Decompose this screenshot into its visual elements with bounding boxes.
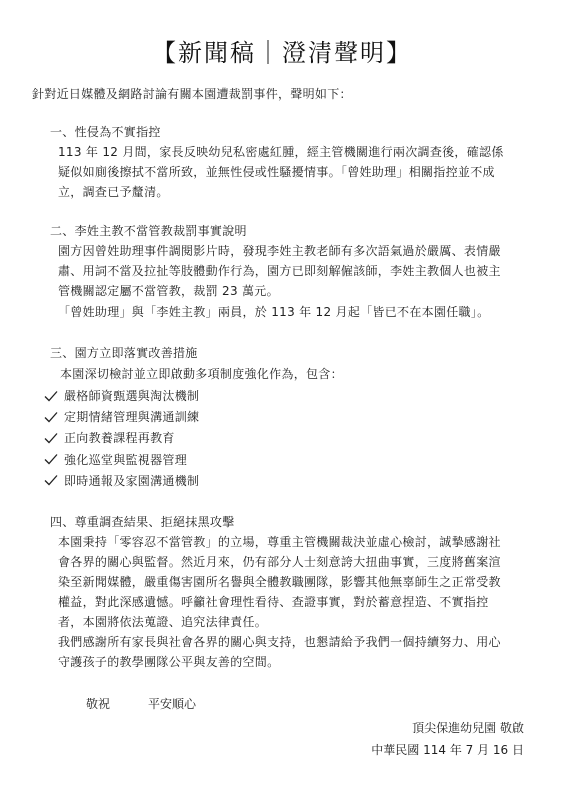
check-icon (44, 432, 64, 444)
checklist-item (44, 427, 199, 448)
section2-line-4: 「曾姓助理」與「李姓主教」兩員，於 113 年 12 月起「皆已不在本園任職」。 (58, 305, 490, 319)
intro-text: 針對近日媒體及網路討論有關本園遭裁罰事件，聲明如下： (32, 87, 352, 101)
section4-line-4: 權益，對此深感遺憾。呼籲社會理性看待、查證事實，對於蓄意捏造、不實指控 (58, 595, 489, 609)
section4-line-1: 本園秉持「零容忍不當管教」的立場，尊重主管機關裁決並虛心檢討，誠摯感謝社 (58, 535, 501, 549)
section2-line-1: 園方因曾姓助理事件調閱影片時，發現李姓主教老師有多次語氣過於嚴厲、表情嚴 (58, 244, 501, 258)
check-icon (44, 474, 64, 486)
check-icon (44, 453, 64, 465)
closing-wish: 平安順心 (148, 697, 197, 711)
page-title: 【新聞稿｜澄清聲明】 (152, 39, 412, 67)
section2-line-3: 管機關認定屬不當管教，裁罰 23 萬元。 (58, 284, 279, 298)
signature-date: 中華民國 114 年 7 月 16 日 (371, 743, 524, 757)
checklist-item-label: 定期情緒管理與溝通訓練 (64, 410, 200, 425)
section2-heading: 二、李姓主教不當管教裁罰事實說明 (50, 224, 247, 238)
checklist-item (44, 385, 199, 406)
section2-line-2: 肅、用詞不當及拉扯等肢體動作行為，園方已即刻解僱該師，李姓主教個人也被主 (58, 264, 501, 278)
improvement-checklist (44, 385, 199, 491)
checklist-item (44, 406, 199, 427)
section1-line-3: 立，調查已予釐清。 (58, 185, 169, 199)
checklist-item-label: 正向教養課程再教育 (64, 431, 175, 446)
section3-heading: 三、園方立即落實改善措施 (50, 346, 198, 360)
closing-salutation: 敬祝 (86, 697, 111, 711)
section1-heading: 一、性侵為不實指控 (50, 125, 161, 139)
section1-line-2: 疑似如廁後擦拭不當所致，並無性侵或性騷擾情事。「曾姓助理」相關指控並不成 (58, 165, 495, 179)
section4-line-7: 守護孩子的教學團隊公平與友善的空間。 (58, 655, 280, 669)
section4-line-6: 我們感謝所有家長與社會各界的關心與支持，也懇請給予我們一個持續努力、用心 (58, 635, 501, 649)
section3-lead: 本園深切檢討並立即啟動多項制度強化作為，包含： (60, 367, 343, 381)
section4-line-2: 會各界的關心與監督。然近月來，仍有部分人士刻意誇大扭曲事實，三度將舊案渲 (58, 555, 501, 569)
section4-line-5: 者，本園將依法蒐證、追究法律責任。 (58, 615, 268, 629)
section4-line-3: 染至新聞媒體，嚴重傷害園所名譽與全體教職團隊，影響其他無辜師生之正常受教 (58, 575, 501, 589)
check-icon (44, 411, 64, 423)
signature-org: 頂尖保進幼兒園 敬啟 (412, 721, 524, 735)
section1-line-1: 113 年 12 月間，家長反映幼兒私密處紅腫，經主管機關進行兩次調查後，確認係 (58, 145, 504, 159)
checklist-item (44, 470, 199, 491)
checklist-item-label: 即時通報及家園溝通機制 (64, 473, 200, 488)
section4-heading: 四、尊重調查結果、拒絕抹黑攻擊 (50, 515, 235, 529)
checklist-item-label: 嚴格師資甄選與淘汰機制 (64, 389, 200, 404)
check-icon (44, 390, 64, 402)
checklist-item-label: 強化巡堂與監視器管理 (64, 452, 188, 467)
checklist-item (44, 449, 199, 470)
